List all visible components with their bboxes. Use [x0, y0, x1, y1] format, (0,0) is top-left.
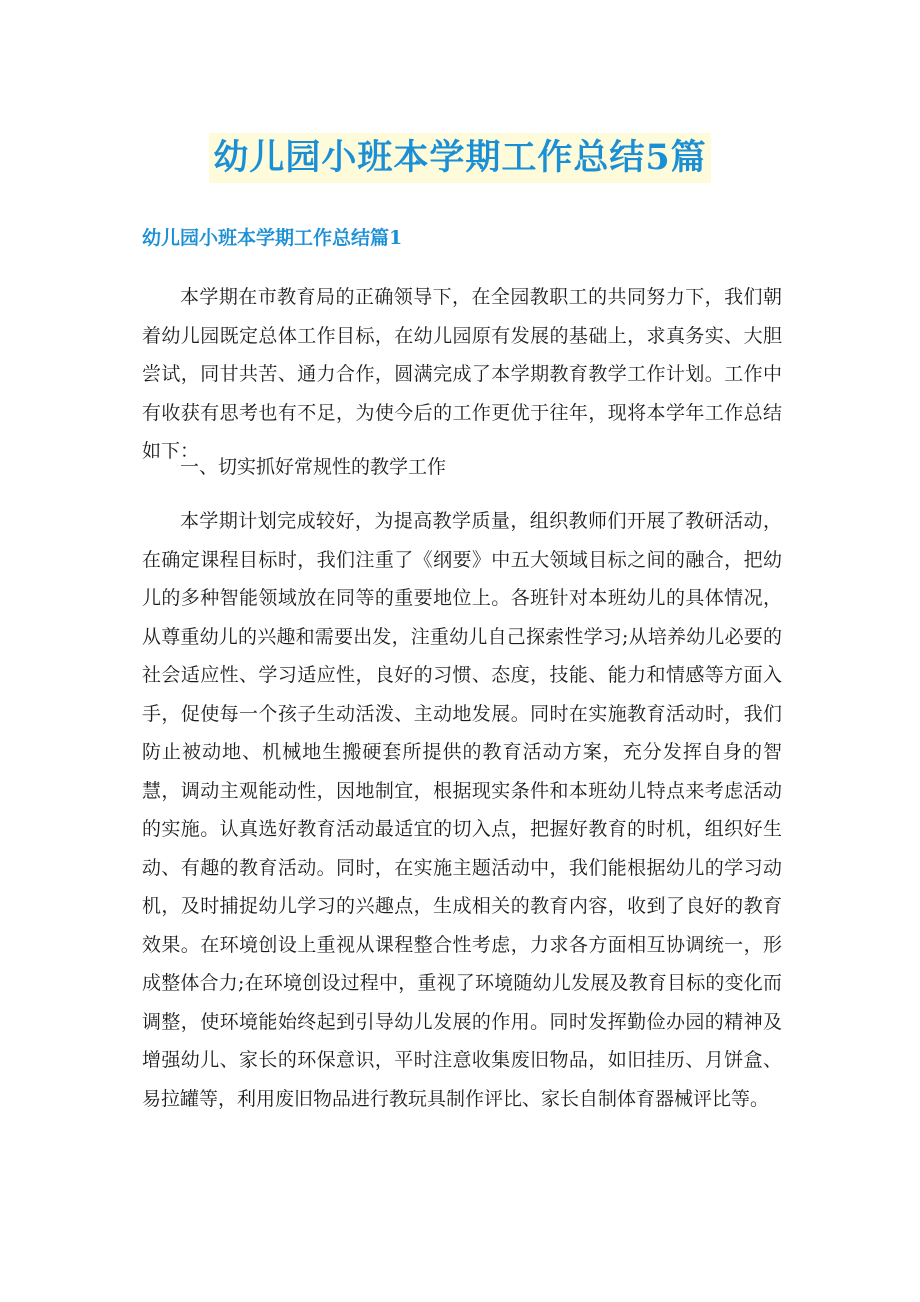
document-title: 幼儿园小班本学期工作总结5篇: [209, 133, 710, 183]
section-heading: 一、切实抓好常规性的教学工作: [180, 456, 447, 478]
section-subtitle: 幼儿园小班本学期工作总结篇1: [142, 227, 403, 249]
title-container: [0, 133, 920, 183]
intro-paragraph: 本学期在市教育局的正确领导下，在全园教职工的共同努力下，我们朝着幼儿园既定总体工作目标，在幼儿园原有发展的基础上，求真务实、大胆尝试，同甘共苦、通力合作，圆满完成了本学期教育教学工作计划。工作中有收获有思考也有不足，为使今后的工作更优于往年，现将本学年工作总结如下：: [142, 286, 782, 462]
body-paragraph: 本学期计划完成较好，为提高教学质量，组织教师们开展了教研活动，在确定课程目标时，我们注重了《纲要》中五大领域目标之间的融合，把幼儿的多种智能领域放在同等的重要地位上。各班针对本班幼儿的具体情况，从尊重幼儿的兴趣和需要出发，注重幼儿自己探索性学习;从培养幼儿必要的社会适应性、学习适应性，良好的习惯、态度，技能、能力和情感等方面入手，促使每一个孩子生动活泼、主动地发展。同时在实施教育活动时，我们防止被动地、机械地生搬硬套所提供的教育活动方案，充分发挥自身的智慧，调动主观能动性，因地制宜，根据现实条件和本班幼儿特点来考虑活动的实施。认真选好教育活动最适宜的切入点，把握好教育的时机，组织好生动、有趣的教育活动。同时，在实施主题活动中，我们能根据幼儿的学习动机，及时捕捉幼儿学习的兴趣点，生成相关的教育内容，收到了良好的教育效果。在环境创设上重视从课程整合性考虑，力求各方面相互协调统一，形成整体合力;在环境创设过程中，重视了环境随幼儿发展及教育目标的变化而调整，使环境能始终起到引导幼儿发展的作用。同时发挥勤俭办园的精神及增强幼儿、家长的环保意识，平时注意收集废旧物品，如旧挂历、月饼盒、易拉罐等，利用废旧物品进行教玩具制作评比、家长自制体育器械评比等。: [142, 510, 782, 1110]
